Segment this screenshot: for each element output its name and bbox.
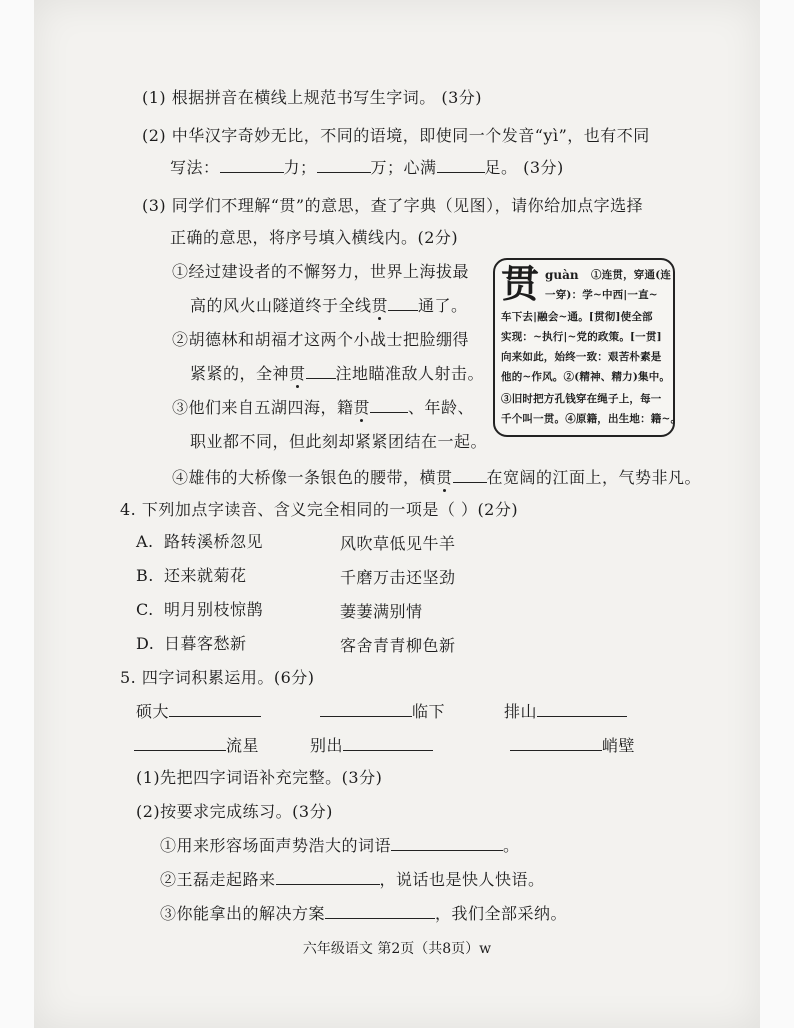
- q5-word6: [510, 736, 635, 756]
- answer-blank[interactable]: [453, 468, 487, 483]
- dictionary-line: 车下去|融会~通。[贯彻]使全部: [501, 311, 653, 323]
- answer-blank[interactable]: [306, 364, 336, 379]
- answer-blank[interactable]: [276, 870, 380, 885]
- q3-sub2-text2: 力；: [283, 158, 317, 177]
- dotted-char: 贯: [353, 398, 371, 417]
- q4-option-a-right: 风吹草低见牛羊: [340, 534, 456, 553]
- q3-item2-text: 紧紧的，全神: [190, 364, 290, 383]
- q3-item3-text: ③他们来自五湖四海，籍: [172, 398, 354, 417]
- q5-word5: [310, 736, 433, 756]
- answer-blank[interactable]: [370, 398, 408, 413]
- q4-option-c-label[interactable]: C.: [136, 600, 154, 619]
- q4-option-d-label[interactable]: D.: [136, 634, 155, 653]
- q3-item4-text: ④雄伟的大桥像一条银色的腰带，横: [172, 468, 437, 487]
- q3-item1-text2: 通了。: [418, 296, 468, 315]
- dictionary-line: 他的~作风。②(精神、精力)集中。: [501, 371, 671, 383]
- q5-sub1: (1)先把四字词语补充完整。(3分): [136, 768, 383, 787]
- dictionary-entry-box: [493, 258, 682, 437]
- answer-blank[interactable]: [537, 702, 627, 717]
- q5-sub2: (2)按要求完成练习。(3分): [136, 802, 333, 821]
- q5-word5-text: 别出: [310, 736, 344, 755]
- q4-option-a-label[interactable]: A.: [136, 532, 154, 551]
- q4-option-d-right: 客舍青青柳色新: [340, 636, 456, 655]
- q5-word4: [134, 736, 259, 756]
- q3-sub2-line1: (2) 中华汉字奇妙无比，不同的语境，即使同一个发音“yì”，也有不同: [142, 126, 650, 145]
- q3-item3-text2: 、年龄、: [408, 398, 475, 417]
- bleed-through-text: [540, 76, 545, 94]
- q5-ex2-text: ②王磊走起路来: [160, 870, 276, 889]
- answer-blank[interactable]: [391, 836, 503, 851]
- q4-stem: 4. 下列加点字读音、含义完全相同的一项是（ ）(2分): [120, 500, 519, 519]
- q5-ex3-text: ③你能拿出的解决方案: [160, 904, 326, 923]
- q3-sub2-line2: [170, 158, 564, 178]
- q4-option-b-right: 千磨万击还坚劲: [340, 568, 456, 587]
- q3-item1-line1: ①经过建设者的不懈努力，世界上海拔最: [172, 262, 470, 281]
- q3-item2-line1: ②胡德林和胡福才这两个小战士把脸绷得: [172, 330, 470, 349]
- q5-word2: [320, 702, 445, 722]
- answer-blank[interactable]: [343, 736, 433, 751]
- q4-option-c-left: 明月别枝惊鹊: [164, 600, 264, 619]
- page-footer: 六年级语文 第2页（共8页）w: [302, 941, 492, 957]
- dictionary-line: 一穿)：学~中西|一直~: [545, 289, 658, 301]
- q3-sub1: (1) 根据拼音在横线上规范书写生字词。 (3分): [142, 88, 483, 107]
- q3-item3-line1: [172, 398, 474, 418]
- q5-word3-text: 排山: [504, 702, 538, 721]
- answer-blank[interactable]: [220, 158, 284, 173]
- q4-option-b-label[interactable]: B.: [136, 566, 154, 585]
- q5-word6-text: 峭壁: [602, 736, 636, 755]
- q3-item1-line2: [190, 296, 468, 316]
- q5-word4-text: 流星: [226, 736, 260, 755]
- dictionary-char: 贯: [501, 261, 540, 306]
- q3-sub2-text4: 足。 (3分): [484, 158, 564, 177]
- q3-item1-text: 高的风火山隧道终于全线: [190, 296, 372, 315]
- q5-ex1-text: ①用来形容场面声势浩大的词语: [160, 836, 392, 855]
- answer-blank[interactable]: [325, 904, 435, 919]
- q5-word2-text: 临下: [412, 702, 446, 721]
- q5-ex1-end: 。: [503, 836, 520, 855]
- q3-sub3-line1: (3) 同学们不理解“贯”的意思，查了字典（见图），请你给加点字选择: [142, 196, 644, 215]
- dictionary-line: ①连贯，穿通(连: [591, 269, 672, 281]
- q3-item4-text2: 在宽阔的江面上，气势非凡。: [486, 468, 702, 487]
- q3-sub2-text1: 写法：: [170, 158, 220, 177]
- answer-blank[interactable]: [134, 736, 226, 751]
- q5-ex1: [160, 836, 520, 856]
- answer-blank[interactable]: [510, 736, 602, 751]
- answer-blank[interactable]: [169, 702, 261, 717]
- q4-option-a-left: 路转溪桥忽见: [164, 532, 264, 551]
- q3-sub2-text3: 万；心满: [370, 158, 437, 177]
- q5-ex2-end: ，说话也是快人快语。: [379, 870, 545, 889]
- dotted-char: 贯: [436, 468, 453, 487]
- dotted-char: 贯: [371, 296, 389, 315]
- q3-item4: [172, 468, 701, 488]
- q5-stem: 5. 四字词积累运用。(6分): [120, 668, 315, 687]
- q4-option-b-left: 还来就菊花: [164, 566, 247, 585]
- dotted-char: 贯: [289, 364, 306, 383]
- answer-blank[interactable]: [437, 158, 485, 173]
- dictionary-line: 千个叫一贯。④原籍，出生地：籍~。: [501, 413, 682, 425]
- dictionary-line: 实现：~执行|~党的政策。[一贯]: [501, 331, 662, 343]
- q5-ex3-end: ，我们全部采纳。: [435, 904, 568, 923]
- answer-blank[interactable]: [317, 158, 371, 173]
- q3-item3-line2: 职业都不同，但此刻却紧紧团结在一起。: [190, 432, 488, 451]
- q4-option-d-left: 日暮客愁新: [164, 634, 247, 653]
- q5-word1-text: 硕大: [136, 702, 170, 721]
- q3-sub3-line2: 正确的意思，将序号填入横线内。(2分): [170, 228, 459, 247]
- q4-option-c-right: 萋萋满别情: [340, 602, 423, 621]
- dictionary-line: 向来如此，始终一致：艰苦朴素是: [501, 351, 662, 363]
- q3-item2-text2: 注地瞄准敌人射击。: [335, 364, 485, 383]
- q5-ex2: [160, 870, 545, 890]
- q5-word3: [504, 702, 627, 722]
- q5-ex3: [160, 904, 567, 924]
- answer-blank[interactable]: [388, 296, 418, 311]
- answer-blank[interactable]: [320, 702, 412, 717]
- q3-item2-line2: [190, 364, 484, 384]
- q5-word1: [136, 702, 261, 722]
- dictionary-line: ③旧时把方孔钱穿在绳子上，每一: [501, 393, 662, 405]
- dictionary-pinyin: guàn: [545, 268, 579, 282]
